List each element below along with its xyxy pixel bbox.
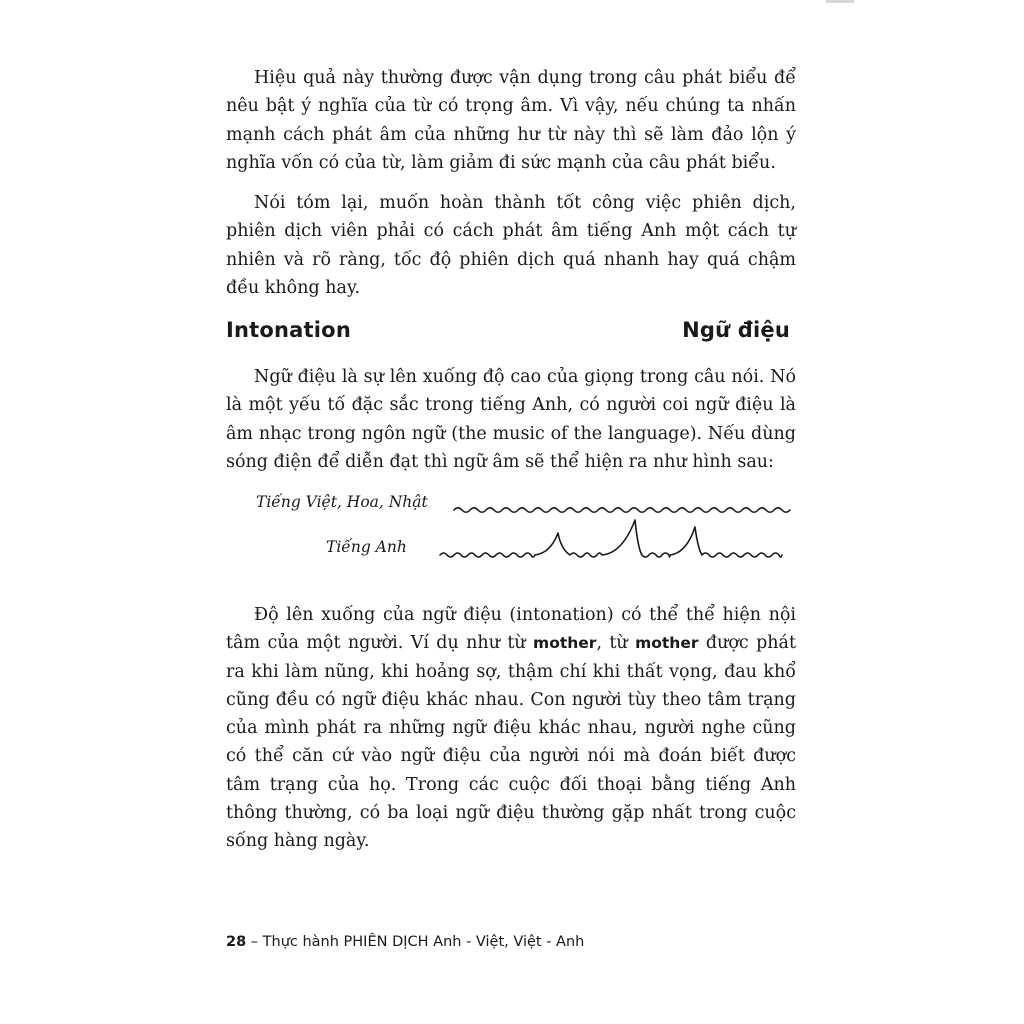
section-heading-vietnamese: Ngữ điệu <box>682 318 790 342</box>
paragraph-intonation-emotion <box>226 601 796 856</box>
paragraph-stress-effect: Hiệu quả này thường được vận dụng trong câu phát biểu để nêu bật ý nghĩa của từ có trọng âm. Vì vậy, nếu chúng ta nhấn mạnh cách phát âm của những hư từ này thì sẽ làm đảo lộn ý nghĩa vốn có của từ, làm giảm đi sức mạnh của câu phát biểu. <box>226 68 796 173</box>
footer-separator: – <box>246 934 263 950</box>
paragraph-text-part: Độ lên xuống của ngữ điệu (intonation) có thể thể hiện nội tâm của một người. Ví dụ như từ <box>226 605 796 654</box>
book-title: Thực hành PHIÊN DỊCH Anh - Việt, Việt - Anh <box>262 934 585 950</box>
paragraph-conclusion: Nói tóm lại, muốn hoàn thành tốt công việc phiên dịch, phiên dịch viên phải có cách phát âm tiếng Anh một cách tự nhiên và rõ ràng, tốc độ phiên dịch quá nhanh hay quá chậm đều không hay. <box>226 193 796 298</box>
flat-wave-line <box>454 508 790 512</box>
paragraph-intonation-definition: Ngữ điệu là sự lên xuống độ cao của giọng trong câu nói. Nó là một yếu tố đặc sắc trong tiếng Anh, có người coi ngữ điệu là âm nhạc trong ngôn ngữ (the music of the language). Nếu dùng sóng điện để diễn đạt thì ngữ âm sẽ thể hiện ra như hình sau: <box>226 367 796 472</box>
example-word-mother: mother <box>635 634 699 653</box>
example-word-mother: mother <box>533 634 597 653</box>
intonation-wave-diagram <box>430 490 800 580</box>
diagram-label-asian-languages: Tiếng Việt, Hoa, Nhật <box>256 493 428 511</box>
paragraph-text-part: được phát ra khi làm nũng, khi hoảng sợ, thậm chí khi thất vọng, đau khổ cũng đều có ngữ điệu khác nhau. Con người tùy theo tâm trạng của mình phát ra những ngữ điệu khác nhau, người nghe cũng có thể căn cứ vào ngữ điệu của người nói mà đoán biết được tâm trạng của họ. Trong các cuộc đối thoại bằng tiếng Anh thông thường, có ba loại ngữ điệu thường gặp nhất trong cuộc sống hàng ngày. <box>226 633 797 852</box>
scan-artifact <box>826 0 854 3</box>
page-number: 28 <box>226 934 247 950</box>
page-footer <box>226 934 584 950</box>
section-heading-english: Intonation <box>226 318 351 342</box>
paragraph-text-part: , từ <box>596 633 636 654</box>
diagram-label-english: Tiếng Anh <box>326 538 407 556</box>
english-wave-line <box>440 520 782 557</box>
